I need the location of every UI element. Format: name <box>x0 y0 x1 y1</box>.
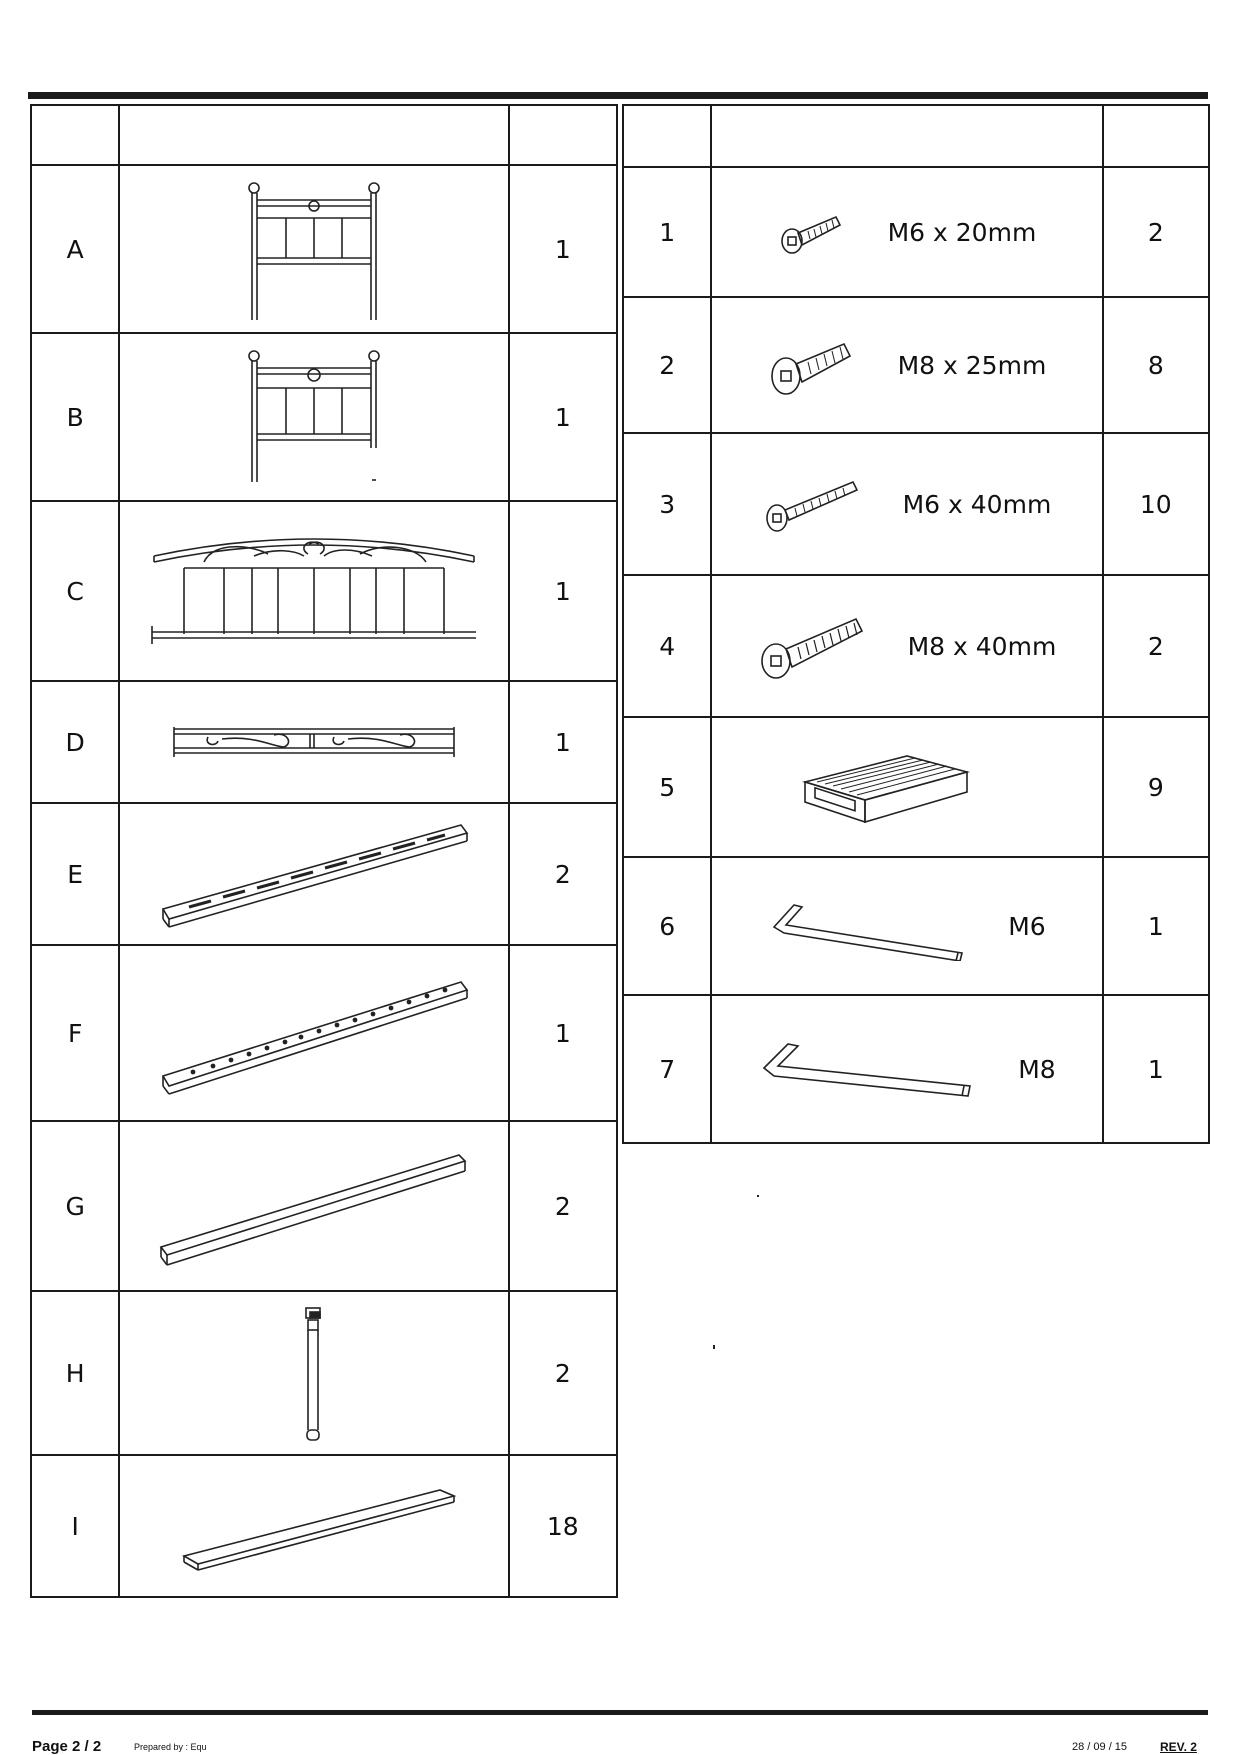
hardware-qty: 1 <box>1103 857 1209 995</box>
table-row <box>31 681 617 803</box>
hardware-label: M6 x 40mm <box>902 489 1052 519</box>
part-drawing <box>119 1291 508 1455</box>
table-row <box>623 167 1209 297</box>
part-qty: 1 <box>509 165 617 333</box>
hardware-cell <box>711 995 1102 1143</box>
table-row <box>623 857 1209 995</box>
part-qty: 1 <box>509 333 617 501</box>
part-id: I <box>31 1455 119 1597</box>
part-qty: 2 <box>509 803 617 945</box>
hardware-qty: 2 <box>1103 575 1209 717</box>
part-qty: 1 <box>509 945 617 1121</box>
header-cell <box>1103 105 1209 167</box>
part-drawing <box>119 945 508 1121</box>
hardware-id: 6 <box>623 857 711 995</box>
hardware-label: M6 x 20mm <box>887 217 1037 247</box>
hardware-id: 5 <box>623 717 711 857</box>
table-row <box>623 717 1209 857</box>
table-header-row <box>623 105 1209 167</box>
plain-rail-icon <box>149 1141 479 1271</box>
hardware-label: M8 x 25mm <box>897 350 1047 380</box>
part-drawing <box>119 1121 508 1291</box>
part-qty: 2 <box>509 1291 617 1455</box>
table-row <box>31 1121 617 1291</box>
bottom-rule <box>32 1710 1208 1715</box>
part-id: E <box>31 803 119 945</box>
hardware-qty: 10 <box>1103 433 1209 575</box>
hardware-cell <box>711 167 1102 297</box>
allen-key-icon <box>758 1034 978 1104</box>
header-cell <box>711 105 1102 167</box>
scroll-rail-icon <box>164 717 464 767</box>
table-row <box>31 945 617 1121</box>
slat-icon <box>164 1476 464 1576</box>
headboard-icon <box>224 174 404 324</box>
hardware-cell <box>711 857 1102 995</box>
allen-key-icon <box>768 891 968 961</box>
hardware-qty: 9 <box>1103 717 1209 857</box>
slat-cap-icon <box>797 742 977 832</box>
hardware-label: M6 <box>1008 911 1046 941</box>
table-row <box>623 433 1209 575</box>
part-drawing <box>119 333 508 501</box>
top-rule <box>28 92 1208 99</box>
part-drawing <box>119 803 508 945</box>
drilled-rail-icon <box>149 968 479 1098</box>
part-drawing <box>119 1455 508 1597</box>
hardware-table <box>622 104 1210 1144</box>
part-drawing <box>119 681 508 803</box>
hardware-qty: 8 <box>1103 297 1209 433</box>
revision-label: REV. 2 <box>1160 1740 1197 1754</box>
hardware-cell <box>711 433 1102 575</box>
part-qty: 2 <box>509 1121 617 1291</box>
header-cell <box>31 105 119 165</box>
table-row <box>623 297 1209 433</box>
header-cell <box>509 105 617 165</box>
hardware-id: 7 <box>623 995 711 1143</box>
part-id: H <box>31 1291 119 1455</box>
header-cell <box>623 105 711 167</box>
hardware-qty: 1 <box>1103 995 1209 1143</box>
bolt-icon <box>758 611 868 681</box>
table-header-row <box>31 105 617 165</box>
table-row <box>623 575 1209 717</box>
bolt-icon <box>763 474 863 534</box>
scan-speck <box>713 1345 715 1349</box>
hardware-qty: 2 <box>1103 167 1209 297</box>
part-id: C <box>31 501 119 681</box>
header-cell <box>119 105 508 165</box>
table-row <box>31 165 617 333</box>
bolt-icon <box>768 332 858 398</box>
hardware-id: 2 <box>623 297 711 433</box>
hardware-cell <box>711 717 1102 857</box>
bolt-icon <box>778 207 848 257</box>
part-qty: 1 <box>509 681 617 803</box>
table-row <box>623 995 1209 1143</box>
part-drawing <box>119 501 508 681</box>
prepared-by: Prepared by : Equ <box>134 1742 207 1752</box>
table-row <box>31 1291 617 1455</box>
document-date: 28 / 09 / 15 <box>1072 1741 1128 1753</box>
hardware-id: 3 <box>623 433 711 575</box>
footboard-icon <box>224 342 404 492</box>
hardware-id: 4 <box>623 575 711 717</box>
hardware-cell <box>711 297 1102 433</box>
scan-speck <box>757 1195 759 1197</box>
page-number: Page 2 / 2 <box>32 1738 102 1755</box>
table-row <box>31 1455 617 1597</box>
part-drawing <box>119 165 508 333</box>
table-row <box>31 501 617 681</box>
part-qty: 1 <box>509 501 617 681</box>
part-id: F <box>31 945 119 1121</box>
hardware-id: 1 <box>623 167 711 297</box>
part-qty: 18 <box>509 1455 617 1597</box>
part-id: D <box>31 681 119 803</box>
part-id: G <box>31 1121 119 1291</box>
leg-icon <box>284 1298 344 1448</box>
table-row <box>31 803 617 945</box>
part-id: A <box>31 165 119 333</box>
parts-table <box>30 104 618 1598</box>
table-row <box>31 333 617 501</box>
arched-rail-icon <box>144 526 484 656</box>
slotted-rail-icon <box>149 809 479 939</box>
hardware-label: M8 <box>1018 1054 1056 1084</box>
hardware-cell <box>711 575 1102 717</box>
hardware-label: M8 x 40mm <box>907 631 1057 661</box>
part-id: B <box>31 333 119 501</box>
